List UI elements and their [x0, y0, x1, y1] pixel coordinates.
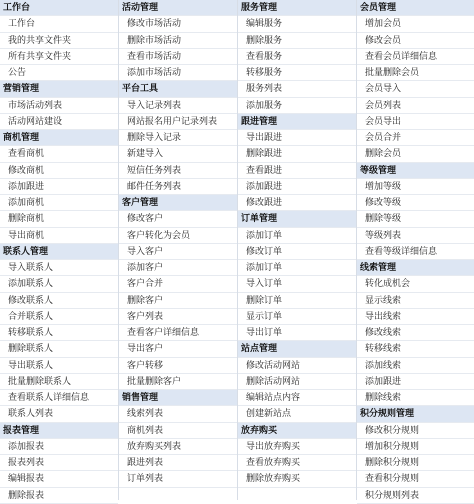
menu-item[interactable]: 添加市场活动	[119, 65, 238, 81]
menu-item[interactable]: 删除订单	[238, 293, 357, 309]
section-header: 订单管理	[238, 211, 357, 227]
menu-item[interactable]: 积分规则列表	[357, 488, 474, 504]
menu-item[interactable]: 活动网站建设	[0, 114, 118, 130]
section-header: 报表管理	[0, 423, 118, 439]
menu-item[interactable]: 修改会员	[357, 33, 474, 49]
menu-item[interactable]: 批量删除客户	[119, 374, 238, 390]
menu-item[interactable]: 增加等级	[357, 179, 474, 195]
section-header: 商机管理	[0, 130, 118, 146]
menu-item[interactable]: 修改积分规则	[357, 423, 474, 439]
menu-column	[356, 0, 474, 500]
menu-item[interactable]: 显示线索	[357, 293, 474, 309]
menu-item[interactable]: 修改跟进	[238, 195, 357, 211]
menu-item[interactable]: 查看积分规则	[357, 471, 474, 487]
menu-item[interactable]: 删除商机	[0, 211, 118, 227]
menu-item[interactable]: 新建导入	[119, 146, 238, 162]
menu-item[interactable]: 查看服务	[238, 49, 357, 65]
menu-item[interactable]: 短信任务列表	[119, 163, 238, 179]
menu-item[interactable]: 删除导入记录	[119, 130, 238, 146]
menu-item[interactable]: 转移联系人	[0, 325, 118, 341]
menu-item[interactable]: 公告	[0, 65, 118, 81]
menu-item[interactable]: 修改客户	[119, 211, 238, 227]
menu-item[interactable]: 导入记录列表	[119, 98, 238, 114]
menu-column	[118, 0, 238, 500]
menu-item[interactable]: 添加联系人	[0, 276, 118, 292]
menu-item[interactable]: 显示订单	[238, 309, 357, 325]
menu-item[interactable]: 删除报表	[0, 488, 118, 504]
menu-item[interactable]: 查看客户详细信息	[119, 325, 238, 341]
menu-item[interactable]: 线索列表	[119, 406, 238, 422]
section-header: 平台工具	[119, 81, 238, 97]
section-header: 会员管理	[357, 0, 474, 16]
menu-item[interactable]: 导出商机	[0, 228, 118, 244]
menu-item[interactable]: 添加客户	[119, 260, 238, 276]
menu-item[interactable]: 导入订单	[238, 276, 357, 292]
menu-item[interactable]: 查看商机	[0, 146, 118, 162]
menu-item[interactable]: 删除服务	[238, 33, 357, 49]
section-header: 联系人管理	[0, 244, 118, 260]
section-header: 积分规则管理	[357, 406, 474, 422]
menu-item[interactable]: 导出放弃购买	[238, 439, 357, 455]
menu-item[interactable]: 删除客户	[119, 293, 238, 309]
menu-item[interactable]: 跟进列表	[119, 455, 238, 471]
menu-column	[0, 0, 118, 500]
section-header: 活动管理	[119, 0, 238, 16]
menu-item[interactable]: 市场活动列表	[0, 98, 118, 114]
menu-item[interactable]: 查看市场活动	[119, 49, 238, 65]
menu-item[interactable]: 删除等级	[357, 211, 474, 227]
menu-item[interactable]: 添加跟进	[0, 179, 118, 195]
section-header: 服务管理	[238, 0, 357, 16]
menu-item[interactable]: 合并联系人	[0, 309, 118, 325]
menu-item[interactable]: 会员列表	[357, 98, 474, 114]
menu-item[interactable]: 增加积分规则	[357, 439, 474, 455]
menu-item[interactable]: 删除会员	[357, 146, 474, 162]
menu-item[interactable]: 删除跟进	[238, 146, 357, 162]
menu-item[interactable]: 修改线索	[357, 325, 474, 341]
menu-item[interactable]: 添加订单	[238, 260, 357, 276]
menu-item[interactable]: 等级列表	[357, 228, 474, 244]
menu-item[interactable]: 添加报表	[0, 439, 118, 455]
menu-item[interactable]: 添加线索	[357, 358, 474, 374]
menu-item[interactable]: 编辑报表	[0, 471, 118, 487]
menu-item[interactable]: 修改等级	[357, 195, 474, 211]
menu-item[interactable]: 添加跟进	[238, 179, 357, 195]
menu-item[interactable]: 查看等级详细信息	[357, 244, 474, 260]
menu-item[interactable]: 添加跟进	[357, 374, 474, 390]
section-header: 线索管理	[357, 260, 474, 276]
menu-item[interactable]: 删除线索	[357, 390, 474, 406]
menu-item[interactable]: 导入客户	[119, 244, 238, 260]
menu-item[interactable]: 客户转化为会员	[119, 228, 238, 244]
menu-item[interactable]: 所有共享文件夹	[0, 49, 118, 65]
section-header: 等级管理	[357, 163, 474, 179]
section-header: 放弃购买	[238, 423, 357, 439]
section-header: 工作台	[0, 0, 118, 16]
menu-item[interactable]: 删除活动网站	[238, 374, 357, 390]
menu-item[interactable]: 导出线索	[357, 309, 474, 325]
menu-item[interactable]: 创建新站点	[238, 406, 357, 422]
menu-item[interactable]: 查看会员详细信息	[357, 49, 474, 65]
menu-item[interactable]: 导出订单	[238, 325, 357, 341]
menu-item[interactable]: 添加商机	[0, 195, 118, 211]
menu-item[interactable]: 导出联系人	[0, 358, 118, 374]
menu-item[interactable]: 报表列表	[0, 455, 118, 471]
menu-item[interactable]: 修改活动网站	[238, 358, 357, 374]
menu-item[interactable]: 订单列表	[119, 471, 238, 487]
menu-item[interactable]: 导入联系人	[0, 260, 118, 276]
section-header: 营销管理	[0, 81, 118, 97]
menu-item[interactable]: 会员合并	[357, 130, 474, 146]
menu-item[interactable]: 批量删除联系人	[0, 374, 118, 390]
menu-item[interactable]: 工作台	[0, 16, 118, 32]
section-header: 跟进管理	[238, 114, 357, 130]
menu-item[interactable]: 添加服务	[238, 98, 357, 114]
menu-item[interactable]: 转移线索	[357, 341, 474, 357]
menu-item[interactable]: 编辑站点内容	[238, 390, 357, 406]
menu-item[interactable]: 会员导出	[357, 114, 474, 130]
menu-item[interactable]: 导出客户	[119, 341, 238, 357]
menu-item[interactable]: 网站报名用户记录列表	[119, 114, 238, 130]
menu-column	[237, 0, 357, 500]
menu-item[interactable]: 客户转移	[119, 358, 238, 374]
menu-item[interactable]: 客户合并	[119, 276, 238, 292]
menu-item[interactable]: 查看跟进	[238, 163, 357, 179]
menu-item[interactable]: 修改联系人	[0, 293, 118, 309]
menu-item[interactable]: 删除积分规则	[357, 455, 474, 471]
menu-item[interactable]: 修改商机	[0, 163, 118, 179]
menu-item[interactable]: 删除联系人	[0, 341, 118, 357]
section-header: 客户管理	[119, 195, 238, 211]
menu-item[interactable]: 批量删除会员	[357, 65, 474, 81]
menu-item[interactable]: 查看联系人详细信息	[0, 390, 118, 406]
section-header: 站点管理	[238, 341, 357, 357]
menu-item[interactable]: 增加会员	[357, 16, 474, 32]
menu-item[interactable]: 商机列表	[119, 423, 238, 439]
menu-item[interactable]: 我的共享文件夹	[0, 33, 118, 49]
menu-item[interactable]: 删除市场活动	[119, 33, 238, 49]
menu-item[interactable]: 编辑服务	[238, 16, 357, 32]
menu-item[interactable]: 服务列表	[238, 81, 357, 97]
menu-item[interactable]: 放弃购买列表	[119, 439, 238, 455]
menu-item[interactable]: 转化成机会	[357, 276, 474, 292]
menu-item[interactable]: 查看放弃购买	[238, 455, 357, 471]
menu-item[interactable]: 转移服务	[238, 65, 357, 81]
menu-item[interactable]: 客户列表	[119, 309, 238, 325]
menu-item[interactable]: 删除放弃购买	[238, 471, 357, 487]
menu-item[interactable]: 导出跟进	[238, 130, 357, 146]
menu-item[interactable]: 修改市场活动	[119, 16, 238, 32]
menu-item[interactable]: 会员导入	[357, 81, 474, 97]
section-header: 销售管理	[119, 390, 238, 406]
menu-item[interactable]: 添加订单	[238, 228, 357, 244]
menu-item[interactable]: 邮件任务列表	[119, 179, 238, 195]
menu-item[interactable]: 联系人列表	[0, 406, 118, 422]
menu-item[interactable]: 修改订单	[238, 244, 357, 260]
